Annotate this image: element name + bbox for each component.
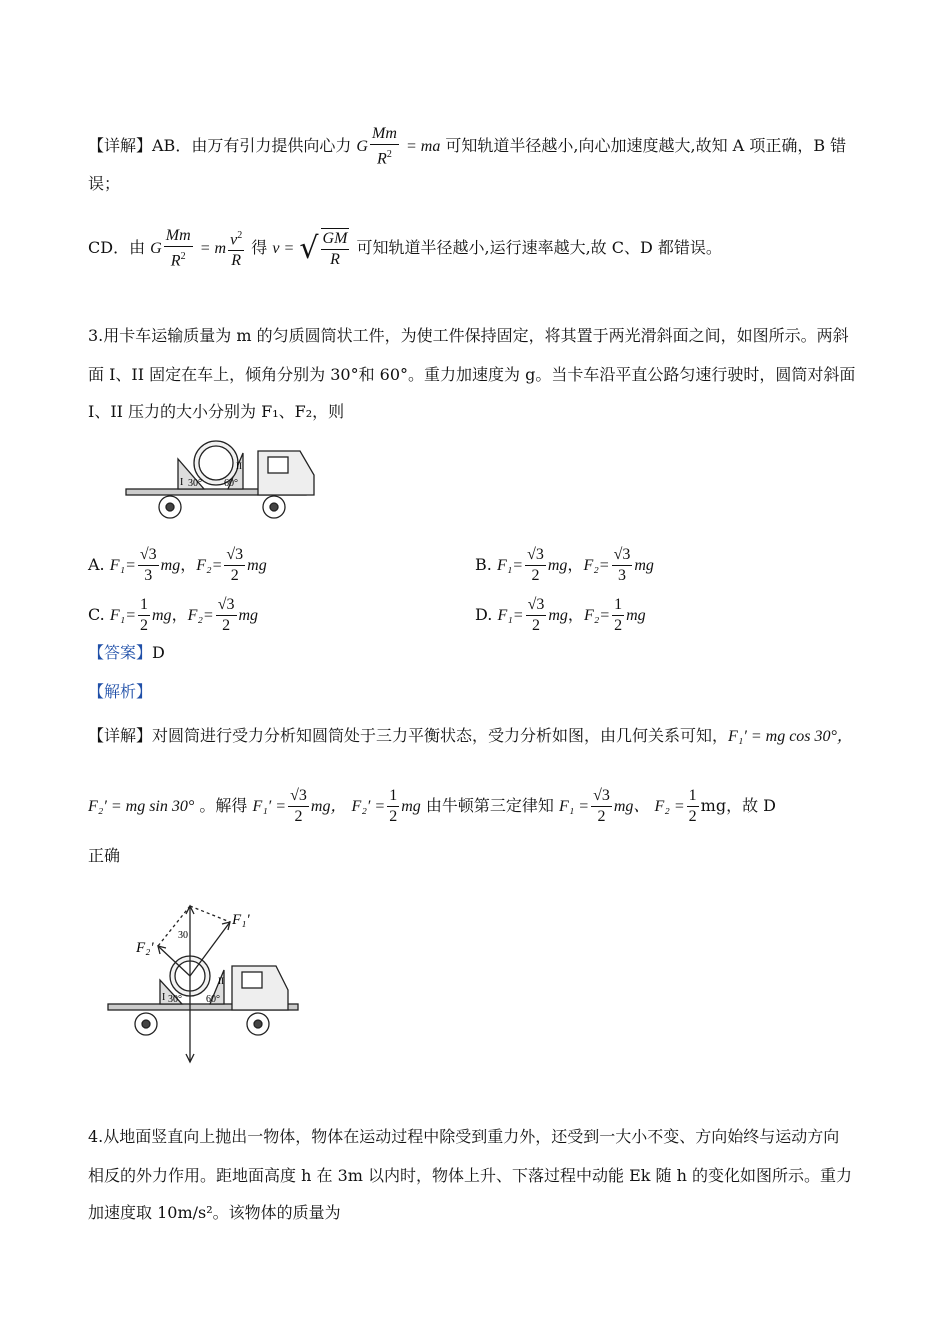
detail-ab-suffix: 可知轨道半径越小,向心加速度越大,故知 A 项正确，B 错 <box>445 136 847 156</box>
option-c: C. F₁= $\frac{1}{2}$ mg，F₂= $\frac{√3}{2}$ mg <box>88 596 259 634</box>
q3-line3: I、II 压力的大小分别为 F₁、F₂，则 <box>88 402 345 421</box>
detail-ab-wrap: 误； <box>88 174 121 193</box>
label-f2-prime: F₂' <box>136 940 154 956</box>
label-angle-60-2: 60° <box>206 994 220 1005</box>
fraction-mm-r2-b: $\frac{Mm}{R^2}$ <box>165 227 191 270</box>
q3-detail3: 正确 <box>88 846 121 865</box>
sqrt-gm-r: √ $\frac{GM}{R}$ <box>299 229 348 268</box>
force-f1 <box>190 922 230 976</box>
q3-detail1: 【详解】对圆筒进行受力分析知圆筒处于三力平衡状态，受力分析如图，由几何关系可知，F₁′ = mg cos 30°， <box>88 726 853 745</box>
symbol-g: G <box>356 138 368 156</box>
q4-line2: 相反的外力作用。距地面高度 h 在 3m 以内时，物体上升、下落过程中动能 Ek 随 h 的变化如图所示。重力 <box>88 1166 853 1185</box>
q3-line1: 3.用卡车运输质量为 m 的匀质圆筒状工件，为使工件保持固定，将其置于两光滑斜面之间，如图所示。两斜 <box>88 326 849 345</box>
detail-cd: CD．由 G $\frac{Mm}{R^2}$ = m $\frac{v^2}{R}$ 得 v = √ $\frac{GM}{R}$ 可知轨道半径越小,运行速率越大,故 C、D 都错误。 <box>88 227 722 270</box>
label-slope-i-2: I <box>162 992 166 1003</box>
fraction-mm-r2: $\frac{Mm}{R^2}$ <box>371 125 397 168</box>
detail-ab <box>88 124 846 169</box>
force-diagram <box>102 900 302 1068</box>
truck-figure <box>118 433 328 525</box>
label-slope-ii: II <box>236 461 242 471</box>
cab-window <box>268 457 288 473</box>
label-slope-i: I <box>180 477 184 488</box>
label-angle-30: 30° <box>188 478 202 489</box>
option-a: A. F₁= $\frac{√3}{3}$ mg，F₂= $\frac{√3}{2}$ mg <box>88 546 267 584</box>
answer-line <box>88 641 165 665</box>
cylinder-inner <box>199 446 233 480</box>
option-b: B. F₁= $\frac{√3}{2}$ mg，F₂= $\frac{√3}{3}$ mg <box>475 546 654 584</box>
label-top-30: 30 <box>178 930 188 941</box>
q4-line3: 加速度取 10m/s²。该物体的质量为 <box>88 1203 341 1222</box>
equation-rhs: = ma <box>405 138 441 156</box>
label-angle-60: 60° <box>224 478 238 489</box>
analysis-tag: 【解析】 <box>88 682 153 701</box>
fraction-v2-r: $\frac{v^2}{R}$ <box>228 226 244 271</box>
answer-value: D <box>152 643 165 662</box>
answer-tag: 【答案】 <box>88 643 153 662</box>
q3-detail2: F₂′ = mg sin 30° 。解得 F₁′ = $\frac{√3}{2}$ mg， F₂′ = $\frac{1}{2}$ mg 由牛顿第三定律知 F₁ = $\frac{√3}{2}$ mg、 F₂ = $\frac{1}{2}$ mg，故 D <box>88 787 777 825</box>
label-slope-ii-2: II <box>218 976 224 986</box>
q4-line1: 4.从地面竖直向上抛出一物体，物体在运动过程中除受到重力外，还受到一大小不变、方向始终与运动方向 <box>88 1127 840 1146</box>
label-f1-prime: F₁' <box>232 912 250 928</box>
detail-ab-prefix: 【详解】AB．由万有引力提供向心力 <box>88 136 352 156</box>
option-d: D. F₁= $\frac{√3}{2}$ mg，F₂= $\frac{1}{2}$ mg <box>475 596 646 634</box>
label-angle-30-2: 30° <box>168 994 182 1005</box>
q3-line2: 面 I、II 固定在车上，倾角分别为 30°和 60°。重力加速度为 g。当卡车沿平直公路匀速行驶时，圆筒对斜面 <box>88 365 856 384</box>
